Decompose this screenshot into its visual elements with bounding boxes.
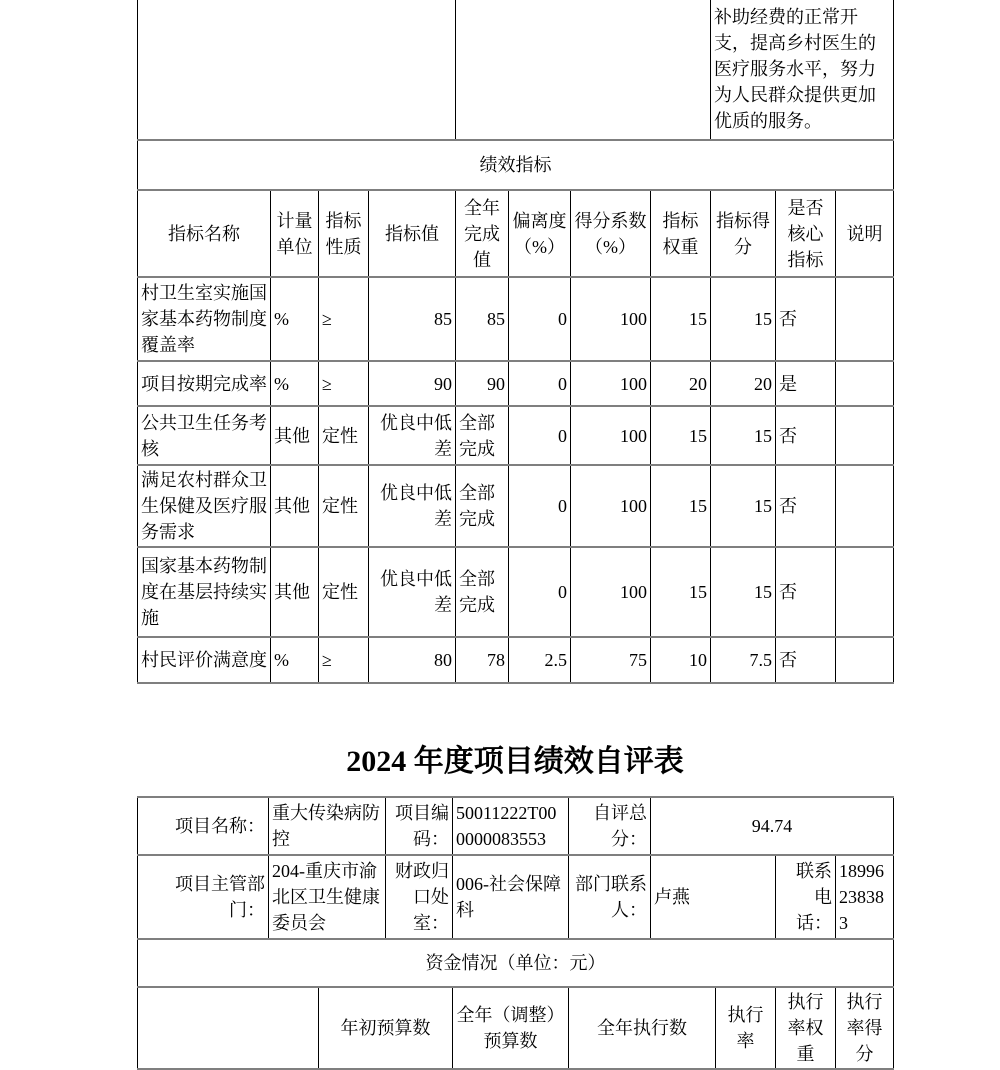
self-score-label: 自评总分： <box>569 797 651 855</box>
indicator-target-cell: 优良中低差 <box>369 547 456 637</box>
header-note: 说明 <box>836 190 894 277</box>
funds-header-empty-cell <box>138 987 319 1069</box>
funds-header-row <box>138 987 894 1069</box>
indicator-nature-cell: ≥ <box>319 637 369 683</box>
section-title-row <box>138 140 894 190</box>
indicator-weight-cell: 20 <box>651 361 711 406</box>
indicator-weight-cell: 15 <box>651 547 711 637</box>
indicator-core-cell: 否 <box>776 547 836 637</box>
funds-section-title: 资金情况（单位：元） <box>138 939 894 987</box>
indicator-core-cell: 否 <box>776 277 836 361</box>
funds-header-execution-score: 执行率得分 <box>836 987 894 1069</box>
indicator-row <box>138 637 894 683</box>
funds-header-execution-rate: 执行率 <box>716 987 776 1069</box>
indicator-deviation-cell: 0 <box>509 465 571 547</box>
department-info-row <box>138 855 894 939</box>
header-core-indicator: 是否核心指标 <box>776 190 836 277</box>
indicator-target-cell: 80 <box>369 637 456 683</box>
header-indicator-name: 指标名称 <box>138 190 271 277</box>
indicator-unit-cell: % <box>271 361 319 406</box>
indicator-score-cell: 15 <box>711 465 776 547</box>
performance-indicators-table <box>137 0 894 684</box>
indicator-coefficient-cell: 100 <box>571 277 651 361</box>
finance-office-label: 财政归口处室： <box>386 855 453 939</box>
page-title: 2024 年度项目绩效自评表 <box>346 745 684 778</box>
funds-section-row <box>138 939 894 987</box>
indicator-core-cell: 否 <box>776 465 836 547</box>
indicator-score-cell: 15 <box>711 547 776 637</box>
document-sheet <box>137 0 893 1070</box>
indicator-target-cell: 优良中低差 <box>369 465 456 547</box>
funds-header-adjusted-budget: 全年（调整）预算数 <box>453 987 569 1069</box>
indicator-name-cell: 村民评价满意度 <box>138 637 271 683</box>
project-name-label: 项目名称： <box>138 797 269 855</box>
indicator-note-cell <box>836 547 894 637</box>
indicator-target-cell: 优良中低差 <box>369 406 456 465</box>
carryover-remark-cell: 补助经费的正常开支，提高乡村医生的医疗服务水平，努力为人民群众提供更加优质的服务。 <box>711 0 894 140</box>
indicator-unit-cell: % <box>271 277 319 361</box>
indicator-weight-cell: 10 <box>651 637 711 683</box>
indicator-deviation-cell: 0 <box>509 277 571 361</box>
indicator-completed-cell: 全部完成 <box>456 547 509 637</box>
indicator-note-cell <box>836 277 894 361</box>
indicator-unit-cell: 其他 <box>271 547 319 637</box>
indicator-unit-cell: % <box>271 637 319 683</box>
indicator-coefficient-cell: 100 <box>571 465 651 547</box>
indicator-completed-cell: 全部完成 <box>456 465 509 547</box>
indicator-deviation-cell: 0 <box>509 547 571 637</box>
indicator-deviation-cell: 0 <box>509 361 571 406</box>
carryover-row <box>138 0 894 140</box>
carryover-empty-cell <box>456 0 711 140</box>
project-name-value: 重大传染病防控 <box>269 797 386 855</box>
indicator-name-cell: 国家基本药物制度在基层持续实施 <box>138 547 271 637</box>
indicator-name-cell: 项目按期完成率 <box>138 361 271 406</box>
section-title-cell: 绩效指标 <box>138 140 894 190</box>
carryover-empty-cell <box>138 0 456 140</box>
self-score-value: 94.74 <box>651 797 894 855</box>
indicator-name-cell: 满足农村群众卫生保健及医疗服务需求 <box>138 465 271 547</box>
indicator-completed-cell: 90 <box>456 361 509 406</box>
indicator-name-cell: 公共卫生任务考核 <box>138 406 271 465</box>
funds-header-execution-weight: 执行率权重 <box>776 987 836 1069</box>
indicator-note-cell <box>836 406 894 465</box>
header-nature: 指标性质 <box>319 190 369 277</box>
indicator-score-cell: 15 <box>711 406 776 465</box>
header-deviation: 偏离度（%） <box>509 190 571 277</box>
indicator-core-cell: 是 <box>776 361 836 406</box>
header-completed-value: 全年完成值 <box>456 190 509 277</box>
indicator-deviation-cell: 2.5 <box>509 637 571 683</box>
contact-phone-label: 联系电话： <box>776 855 836 939</box>
indicator-nature-cell: ≥ <box>319 361 369 406</box>
indicator-name-cell: 村卫生室实施国家基本药物制度覆盖率 <box>138 277 271 361</box>
indicator-row <box>138 277 894 361</box>
indicator-row <box>138 547 894 637</box>
indicator-target-cell: 85 <box>369 277 456 361</box>
self-eval-table <box>137 796 894 1070</box>
indicator-core-cell: 否 <box>776 637 836 683</box>
indicator-completed-cell: 85 <box>456 277 509 361</box>
header-weight: 指标权重 <box>651 190 711 277</box>
finance-office-value: 006-社会保障科 <box>453 855 569 939</box>
indicator-core-cell: 否 <box>776 406 836 465</box>
header-score: 指标得分 <box>711 190 776 277</box>
indicator-nature-cell: 定性 <box>319 465 369 547</box>
indicator-nature-cell: 定性 <box>319 547 369 637</box>
indicator-score-cell: 20 <box>711 361 776 406</box>
indicator-coefficient-cell: 100 <box>571 406 651 465</box>
indicator-deviation-cell: 0 <box>509 406 571 465</box>
project-info-row <box>138 797 894 855</box>
indicator-nature-cell: ≥ <box>319 277 369 361</box>
indicator-row <box>138 406 894 465</box>
indicator-unit-cell: 其他 <box>271 406 319 465</box>
project-code-value: 50011222T000000083553 <box>453 797 569 855</box>
header-unit: 计量单位 <box>271 190 319 277</box>
indicator-row <box>138 361 894 406</box>
indicator-note-cell <box>836 465 894 547</box>
indicator-score-cell: 15 <box>711 277 776 361</box>
indicator-coefficient-cell: 100 <box>571 361 651 406</box>
indicator-unit-cell: 其他 <box>271 465 319 547</box>
indicator-completed-cell: 78 <box>456 637 509 683</box>
indicator-score-cell: 7.5 <box>711 637 776 683</box>
indicator-note-cell <box>836 361 894 406</box>
indicator-weight-cell: 15 <box>651 465 711 547</box>
header-score-coefficient: 得分系数（%） <box>571 190 651 277</box>
project-code-label: 项目编码： <box>386 797 453 855</box>
department-label: 项目主管部门： <box>138 855 269 939</box>
indicator-weight-cell: 15 <box>651 277 711 361</box>
funds-header-initial-budget: 年初预算数 <box>319 987 453 1069</box>
indicator-weight-cell: 15 <box>651 406 711 465</box>
department-value: 204-重庆市渝北区卫生健康委员会 <box>269 855 386 939</box>
funds-header-executed: 全年执行数 <box>569 987 716 1069</box>
indicator-note-cell <box>836 637 894 683</box>
indicator-coefficient-cell: 100 <box>571 547 651 637</box>
contact-person-label: 部门联系人： <box>569 855 651 939</box>
indicator-completed-cell: 全部完成 <box>456 406 509 465</box>
indicator-nature-cell: 定性 <box>319 406 369 465</box>
header-target-value: 指标值 <box>369 190 456 277</box>
indicator-coefficient-cell: 75 <box>571 637 651 683</box>
indicators-header-row <box>138 190 894 277</box>
indicator-row <box>138 465 894 547</box>
indicator-target-cell: 90 <box>369 361 456 406</box>
contact-phone-value: 18996238383 <box>836 855 894 939</box>
contact-person-value: 卢燕 <box>651 855 776 939</box>
